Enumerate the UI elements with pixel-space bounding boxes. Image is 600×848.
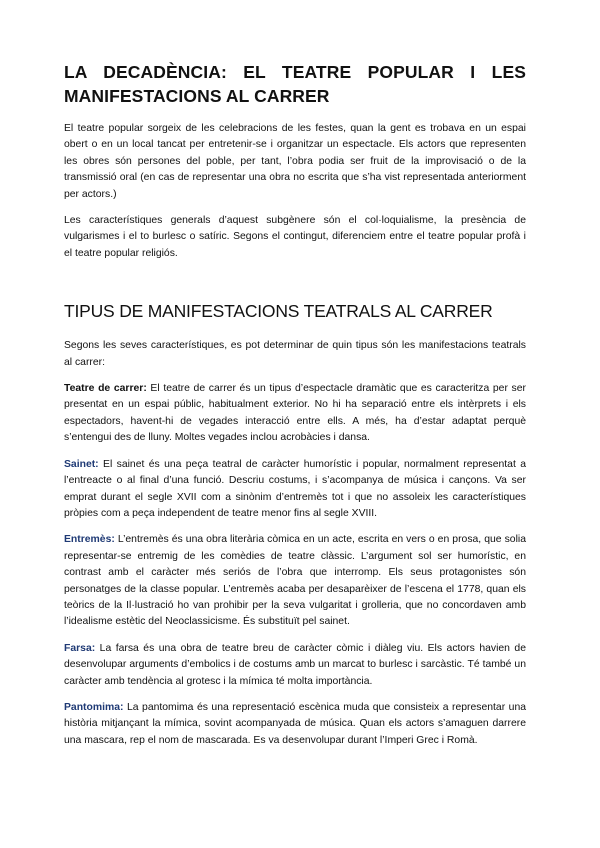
item-label-sainet: Sainet: bbox=[64, 458, 99, 470]
item-label-farsa: Farsa: bbox=[64, 642, 96, 654]
item-label-teatre-de-carrer: Teatre de carrer: bbox=[64, 383, 147, 395]
item-text-teatre-de-carrer: El teatre de carrer és un tipus d’espectacle dramàtic que es caracteritza per ser presentat en un espai públic, habitualment exterior. No hi ha separació entre els intèrprets i els espectadors, havent-hi de vegades interacció entre ells. A més, ha d’estar adaptat perquè s’entengui des de lluny. Moltes vegades inclou acrobàcies i dansa. bbox=[64, 383, 526, 444]
intro-paragraph-1: El teatre popular sorgeix de les celebracions de les festes, quan la gent es trobava en un espai obert o en un local tancat per entretenir-se i organitzar un espectacle. Els actors que representen les obres són persones del poble, per tant, l’obra podia ser fruit de la improvisació o de la transmissió oral (en cas de representar una obra no escrita que s’ha vist representada anteriorment per actors.) bbox=[64, 123, 526, 200]
item-farsa bbox=[64, 641, 526, 690]
item-text-pantomima: La pantomima és una representació escènica muda que consisteix a representar una història mitjançant la mímica, sovint acompanyada de música. Quan els actors s’amaguen darrere una mascara, rep el nom de mascarada. Es va desenvolupar durant l’Imperi Grec i Romà. bbox=[64, 701, 526, 746]
item-label-pantomima: Pantomima: bbox=[64, 701, 124, 713]
item-pantomima bbox=[64, 700, 526, 749]
item-text-farsa: La farsa és una obra de teatre breu de caràcter còmic i diàleg viu. Els actors havien de desenvolupar arguments d’embolics i de costums amb un marcat to burlesc i sarcàstic. Té també un caràcter amb tendència al grotesc i la mímica té molta importància. bbox=[64, 642, 526, 687]
item-text-entremes: L’entremès és una obra literària còmica en un acte, escrita en vers o en prosa, que solia representar-se entremig de les comèdies de teatre clàssic. L’argument sol ser humorístic, en contrast amb el caràcter més seriós de l’obra que interromp. Els seus protagonistes són personatges de la classe popular. L’entremès acaba per desaparèixer de l’escena el 1778, quan els teòrics de la Il·lustració ho van prohibir per la seva vulgaritat i grolleria, que no concordaven amb l’idealisme estètic del Neoclassicisme. És substituït pel sainet. bbox=[64, 534, 526, 628]
item-label-entremes: Entremès: bbox=[64, 534, 115, 546]
intro-paragraph-2: Les característiques generals d’aquest subgènere són el col·loquialisme, la presència de vulgarismes i el to burlesc o satíric. Segons el contingut, diferenciem entre el teatre popular profà i el teatre popular religiós. bbox=[64, 215, 526, 259]
page-title: LA DECADÈNCIA: EL TEATRE POPULAR I LES MANIFESTACIONS AL CARRER bbox=[64, 62, 526, 106]
item-text-sainet: El sainet és una peça teatral de caràcter humorístic i popular, normalment representat a l’entreacte o al final d’una funció. Descriu costums, i s’acompanya de música i cançons. Va ser emprat durant el segle XVII com a sinònim d’entremès tot i que no assoleix les característiques pròpies com a peça independent de teatre menor fins al segle XVIII. bbox=[64, 458, 526, 519]
item-teatre-de-carrer bbox=[64, 381, 526, 447]
item-sainet bbox=[64, 457, 526, 523]
section-lead-paragraph: Segons les seves característiques, es pot determinar de quin tipus són les manifestacions teatrals al carrer: bbox=[64, 340, 526, 368]
item-entremes bbox=[64, 532, 526, 630]
section-title: TIPUS DE MANIFESTACIONS TEATRALS AL CARRER bbox=[64, 301, 493, 322]
